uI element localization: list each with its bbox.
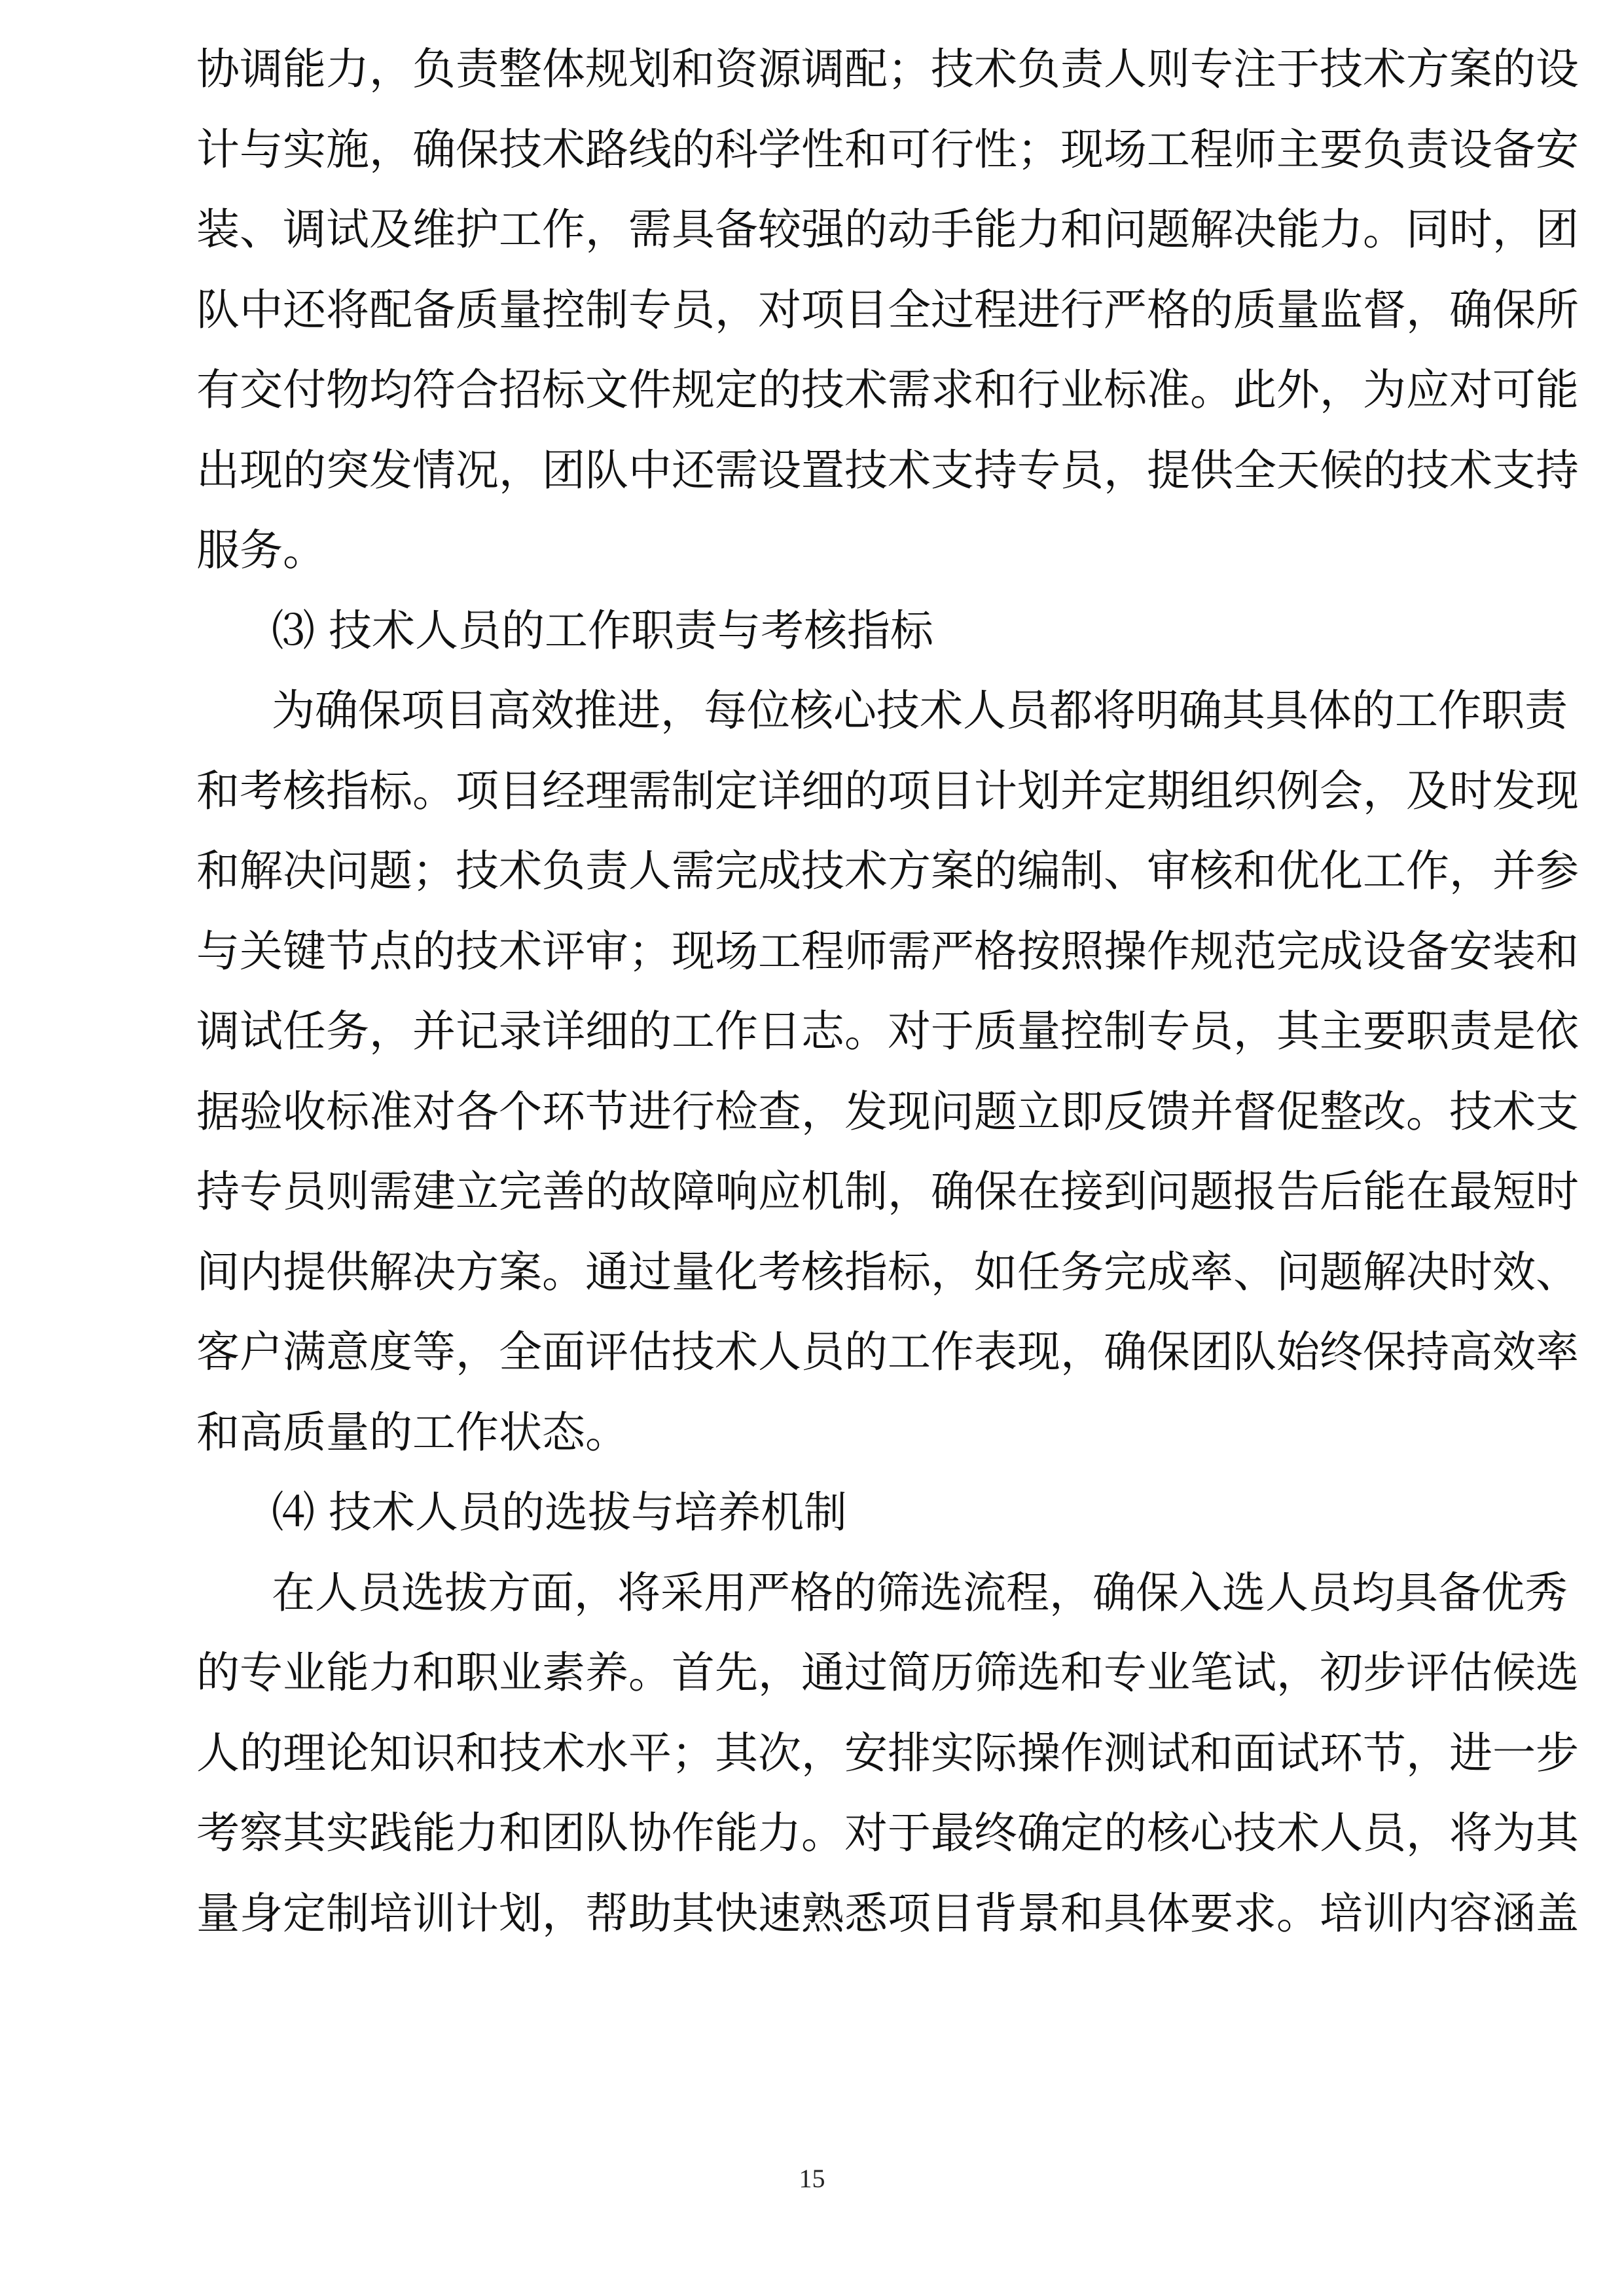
paragraph — [196, 1553, 1579, 1954]
document-body — [196, 29, 1579, 1954]
text-line: 有交付物均符合招标文件规定的技术需求和行业标准。此外，为应对可能 — [196, 365, 1579, 415]
section-heading-3: ⑶ 技术人员的工作职责与考核指标 — [272, 605, 933, 656]
text-line: 出现的突发情况，团队中还需设置技术支持专员，提供全天候的技术支持 — [196, 444, 1579, 495]
paragraph — [196, 29, 1579, 591]
text-line: 量身定制培训计划，帮助其快速熟悉项目背景和具体要求。培训内容涵盖 — [196, 1888, 1579, 1939]
section-heading-4: ⑷ 技术人员的选拔与培养机制 — [272, 1487, 847, 1537]
text-line: 装、调试及维护工作，需具备较强的动手能力和问题解决能力。同时，团 — [196, 204, 1579, 255]
text-line: 和考核指标。项目经理需制定详细的项目计划并定期组织例会，及时发现 — [196, 765, 1579, 816]
page-number: 15 — [799, 2164, 825, 2193]
text-line: 为确保项目高效推进，每位核心技术人员都将明确其具体的工作职责 — [272, 685, 1568, 736]
paragraph — [196, 671, 1579, 1473]
text-line: 调试任务，并记录详细的工作日志。对于质量控制专员，其主要职责是依 — [196, 1006, 1579, 1056]
text-line: 考察其实践能力和团队协作能力。对于最终确定的核心技术人员，将为其 — [196, 1808, 1579, 1858]
text-line: 与关键节点的技术评审；现场工程师需严格按照操作规范完成设备安装和 — [196, 925, 1579, 977]
text-line: 在人员选拔方面，将采用严格的筛选流程，确保入选人员均具备优秀 — [272, 1567, 1568, 1618]
text-line: 和高质量的工作状态。 — [196, 1407, 628, 1458]
text-line: 间内提供解决方案。通过量化考核指标，如任务完成率、问题解决时效、 — [196, 1246, 1579, 1297]
text-line: 据验收标准对各个环节进行检查，发现问题立即反馈并督促整改。技术支 — [196, 1086, 1579, 1137]
text-line: 的专业能力和职业素养。首先，通过简历筛选和专业笔试，初步评估候选 — [196, 1647, 1579, 1698]
text-line: 队中还将配备质量控制专员，对项目全过程进行严格的质量监督，确保所 — [196, 284, 1579, 335]
text-line: 服务。 — [196, 525, 326, 575]
text-line: 和解决问题；技术负责人需完成技术方案的编制、审核和优化工作，并参 — [196, 846, 1579, 896]
text-line: 持专员则需建立完善的故障响应机制，确保在接到问题报告后能在最短时 — [196, 1166, 1579, 1217]
text-line: 协调能力，负责整体规划和资源调配；技术负责人则专注于技术方案的设 — [196, 44, 1579, 94]
text-line: 客户满意度等，全面评估技术人员的工作表现，确保团队始终保持高效率 — [196, 1327, 1579, 1377]
text-line: 计与实施，确保技术路线的科学性和可行性；现场工程师主要负责设备安 — [196, 124, 1579, 175]
text-line: 人的理论知识和技术水平；其次，安排实际操作测试和面试环节，进一步 — [196, 1727, 1579, 1778]
